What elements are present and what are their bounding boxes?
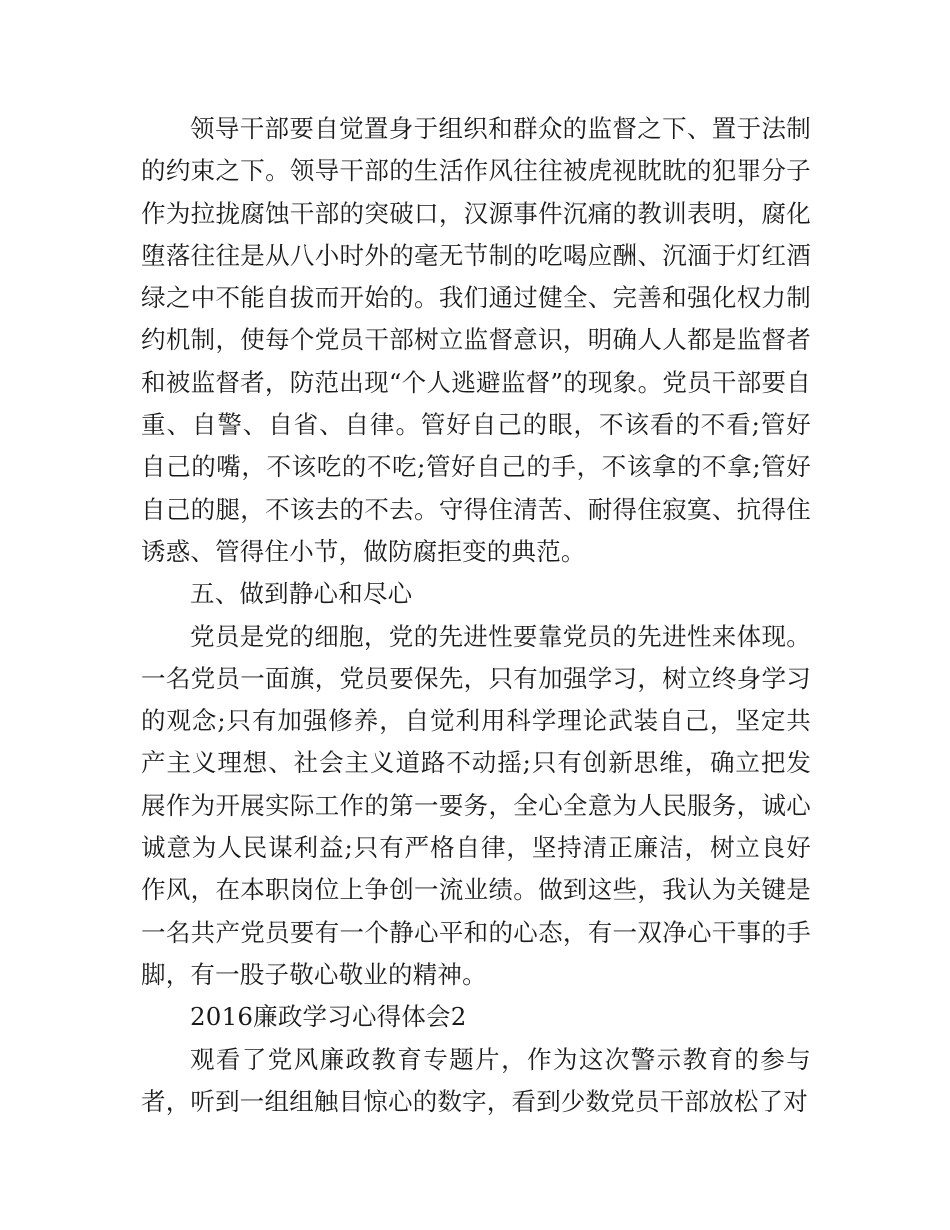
paragraph-education-film: 观看了党风廉政教育专题片，作为这次警示教育的参与者，听到一组组触目惊心的数字，看到少数党员干部放松了对 [141, 1044, 811, 1116]
section-heading-five: 五、做到静心和尽心 [190, 579, 413, 609]
article-title-2: 2016廉政学习心得体会2 [190, 1002, 467, 1032]
paragraph-supervision: 领导干部要自觉置身于组织和群众的监督之下、置于法制的约束之下。领导干部的生活作风往往被虎视眈眈的犯罪分子作为拉拢腐蚀干部的突破口，汉源事件沉痛的教训表明，腐化堕落往往是从八小时外的毫无节制的吃喝应酬、沉湎于灯红酒绿之中不能自拔而开始的。我们通过健全、完善和强化权力制约机制，使每个党员干部树立监督意识，明确人人都是监督者和被监督者，防范出现“个人逃避监督”的现象。党员干部要自重、自警、自省、自律。管好自己的眼，不该看的不看;管好自己的嘴，不该吃的不吃;管好自己的手，不该拿的不拿;管好自己的腿，不该去的不去。守得住清苦、耐得住寂寞、抗得住诱惑、管得住小节，做防腐拒变的典范。 [141, 114, 811, 566]
paragraph-party-members: 党员是党的细胞，党的先进性要靠党员的先进性来体现。一名党员一面旗，党员要保先，只有加强学习，树立终身学习的观念;只有加强修养，自觉利用科学理论武装自己，坚定共产主义理想、社会主义道路不动摇;只有创新思维，确立把发展作为开展实际工作的第一要务，全心全意为人民服务，诚心诚意为人民谋利益;只有严格自律，坚持清正廉洁，树立良好作风，在本职岗位上争创一流业绩。做到这些，我认为关键是一名共产党员要有一个静心平和的心态，有一双净心干事的手脚，有一股子敬心敬业的精神。 [141, 621, 811, 989]
document-body [141, 108, 811, 1123]
